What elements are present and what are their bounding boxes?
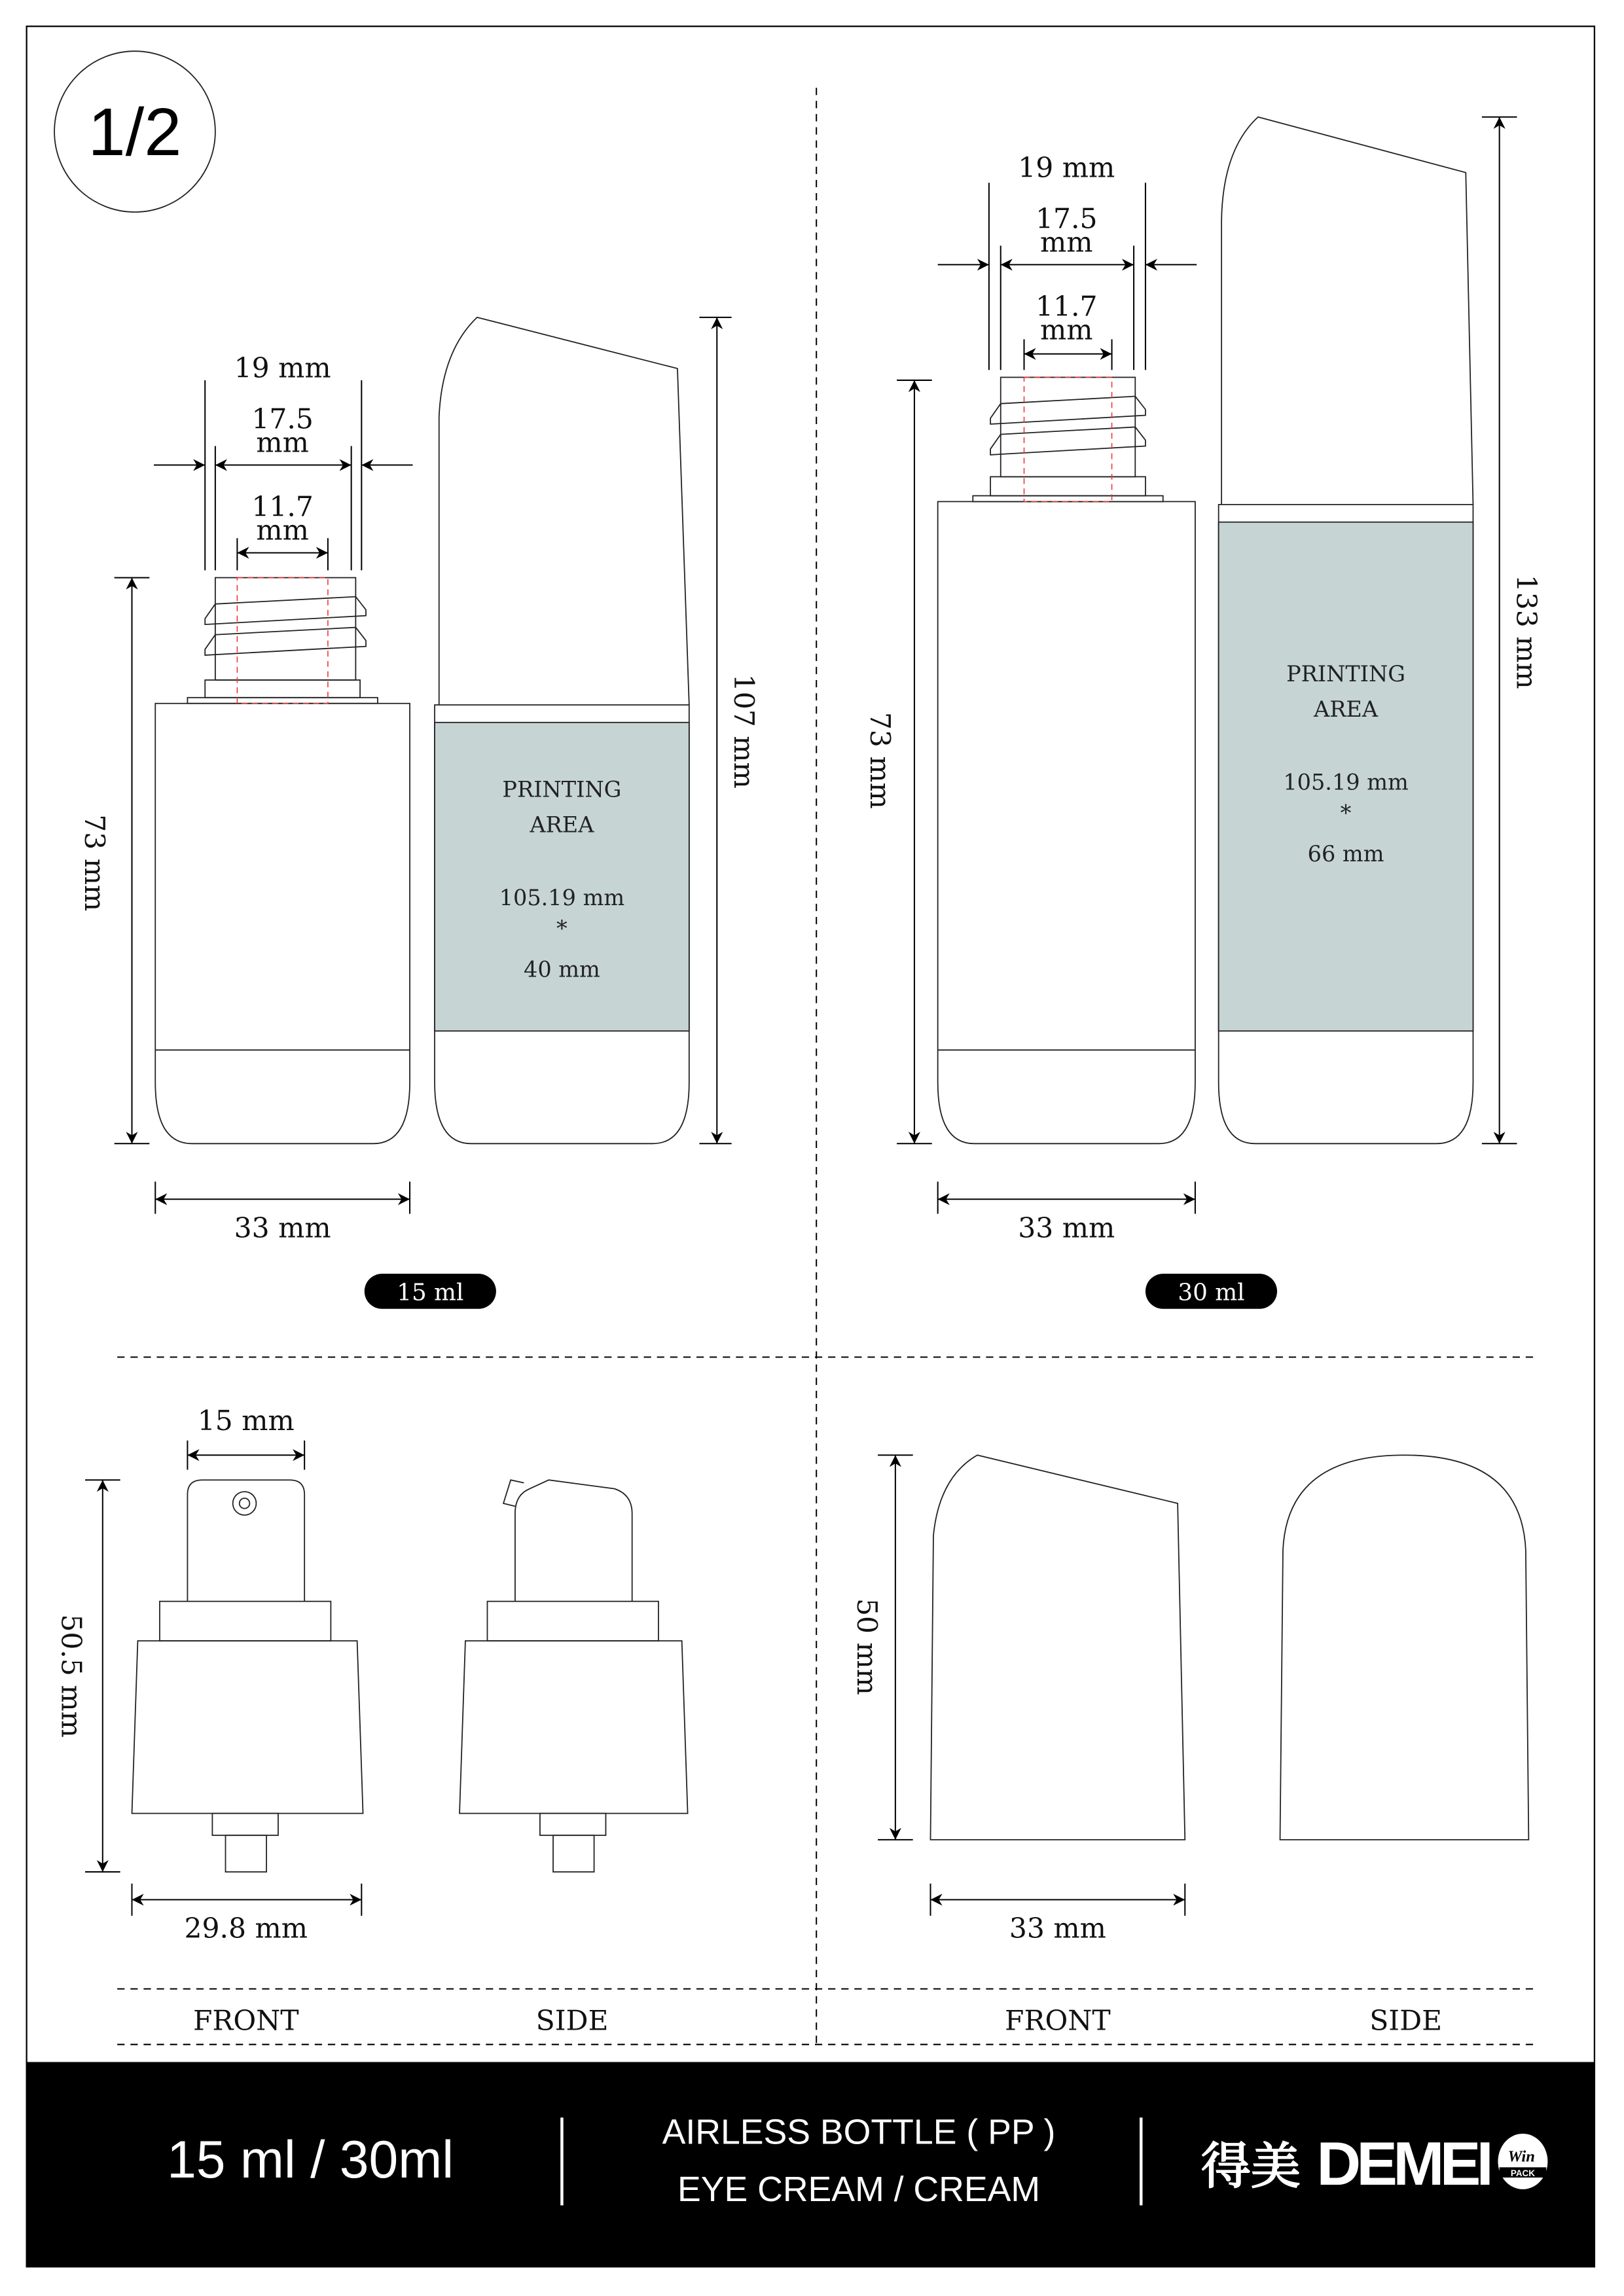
bottle-30-printing-x: *: [1340, 800, 1352, 826]
footer-product-line1: AIRLESS BOTTLE ( PP ): [662, 2112, 1056, 2152]
footer-capacity: 15 ml / 30ml: [167, 2130, 454, 2190]
bottle-30-body-height: 73 mm: [863, 711, 895, 809]
pump-actuator-width: 15 mm: [197, 1405, 295, 1438]
page-marker: 1/2: [88, 94, 182, 170]
bottle-15-body-height: 73 mm: [78, 814, 111, 912]
bottle-15-neck-inner-2: mm: [256, 514, 309, 547]
bottle-30-neck-outer: 19 mm: [1018, 152, 1115, 185]
bottle-30-neck-thread-2: mm: [1040, 226, 1093, 259]
pump-front-label: FRONT: [192, 2005, 299, 2037]
bottle-15-printing-title2: AREA: [530, 812, 594, 838]
pump-width: 29.8 mm: [184, 1912, 308, 1945]
bottle-15-neck-thread-2: mm: [256, 427, 309, 459]
footer-logo-badge-1: Win: [1507, 2147, 1535, 2166]
capacity-badge-15: [365, 1274, 496, 1309]
bottle-30-printing-title1: PRINTING: [1286, 661, 1406, 687]
bottle-15-printing-x: *: [556, 916, 568, 942]
cap-front-label: FRONT: [1005, 2005, 1111, 2037]
bottle-30-capacity-badge: 30 ml: [1178, 1279, 1245, 1306]
cap-height: 50 mm: [850, 1598, 882, 1695]
bottle-30-width: 33 mm: [1018, 1212, 1115, 1245]
bottle-15-total-height: 107 mm: [727, 673, 760, 789]
cap-width: 33 mm: [1009, 1912, 1106, 1945]
printing-area-15: [435, 723, 689, 1031]
bottle-15-width: 33 mm: [234, 1212, 331, 1245]
pump-height: 50.5 mm: [54, 1614, 87, 1738]
bottle-15-printing-title1: PRINTING: [502, 776, 622, 802]
footer-product-line2: EYE CREAM / CREAM: [677, 2169, 1041, 2209]
capacity-badge-30: [1146, 1274, 1277, 1309]
bottle-30-total-height: 133 mm: [1509, 574, 1542, 689]
pump-side-label: SIDE: [535, 2005, 609, 2037]
cap-side-label: SIDE: [1369, 2005, 1443, 2037]
footer-logo-cn: 得美: [1200, 2136, 1301, 2195]
bottle-15-neck-thread-1: 17.5: [251, 403, 314, 436]
bottle-30-printing-title2: AREA: [1314, 696, 1379, 722]
footer-logo-en: DEMEI: [1316, 2129, 1490, 2198]
bottle-30-printing-w: 105.19 mm: [1283, 769, 1409, 795]
bottle-15-printing-w: 105.19 mm: [499, 885, 625, 911]
bottle-30-neck-thread-1: 17.5: [1036, 203, 1098, 236]
bottle-15-printing-h: 40 mm: [524, 956, 600, 982]
bottle-15-neck-outer: 19 mm: [234, 352, 331, 385]
bottle-30-printing-h: 66 mm: [1307, 841, 1384, 867]
bottle-15-neck-inner-1: 11.7: [251, 491, 314, 524]
footer: [27, 2062, 1595, 2267]
footer-logo-badge-2: PACK: [1510, 2168, 1535, 2178]
bottle-30-neck-inner-2: mm: [1040, 314, 1093, 347]
bottle-30-neck-inner-1: 11.7: [1036, 291, 1098, 323]
bottle-15-capacity-badge: 15 ml: [397, 1279, 464, 1306]
